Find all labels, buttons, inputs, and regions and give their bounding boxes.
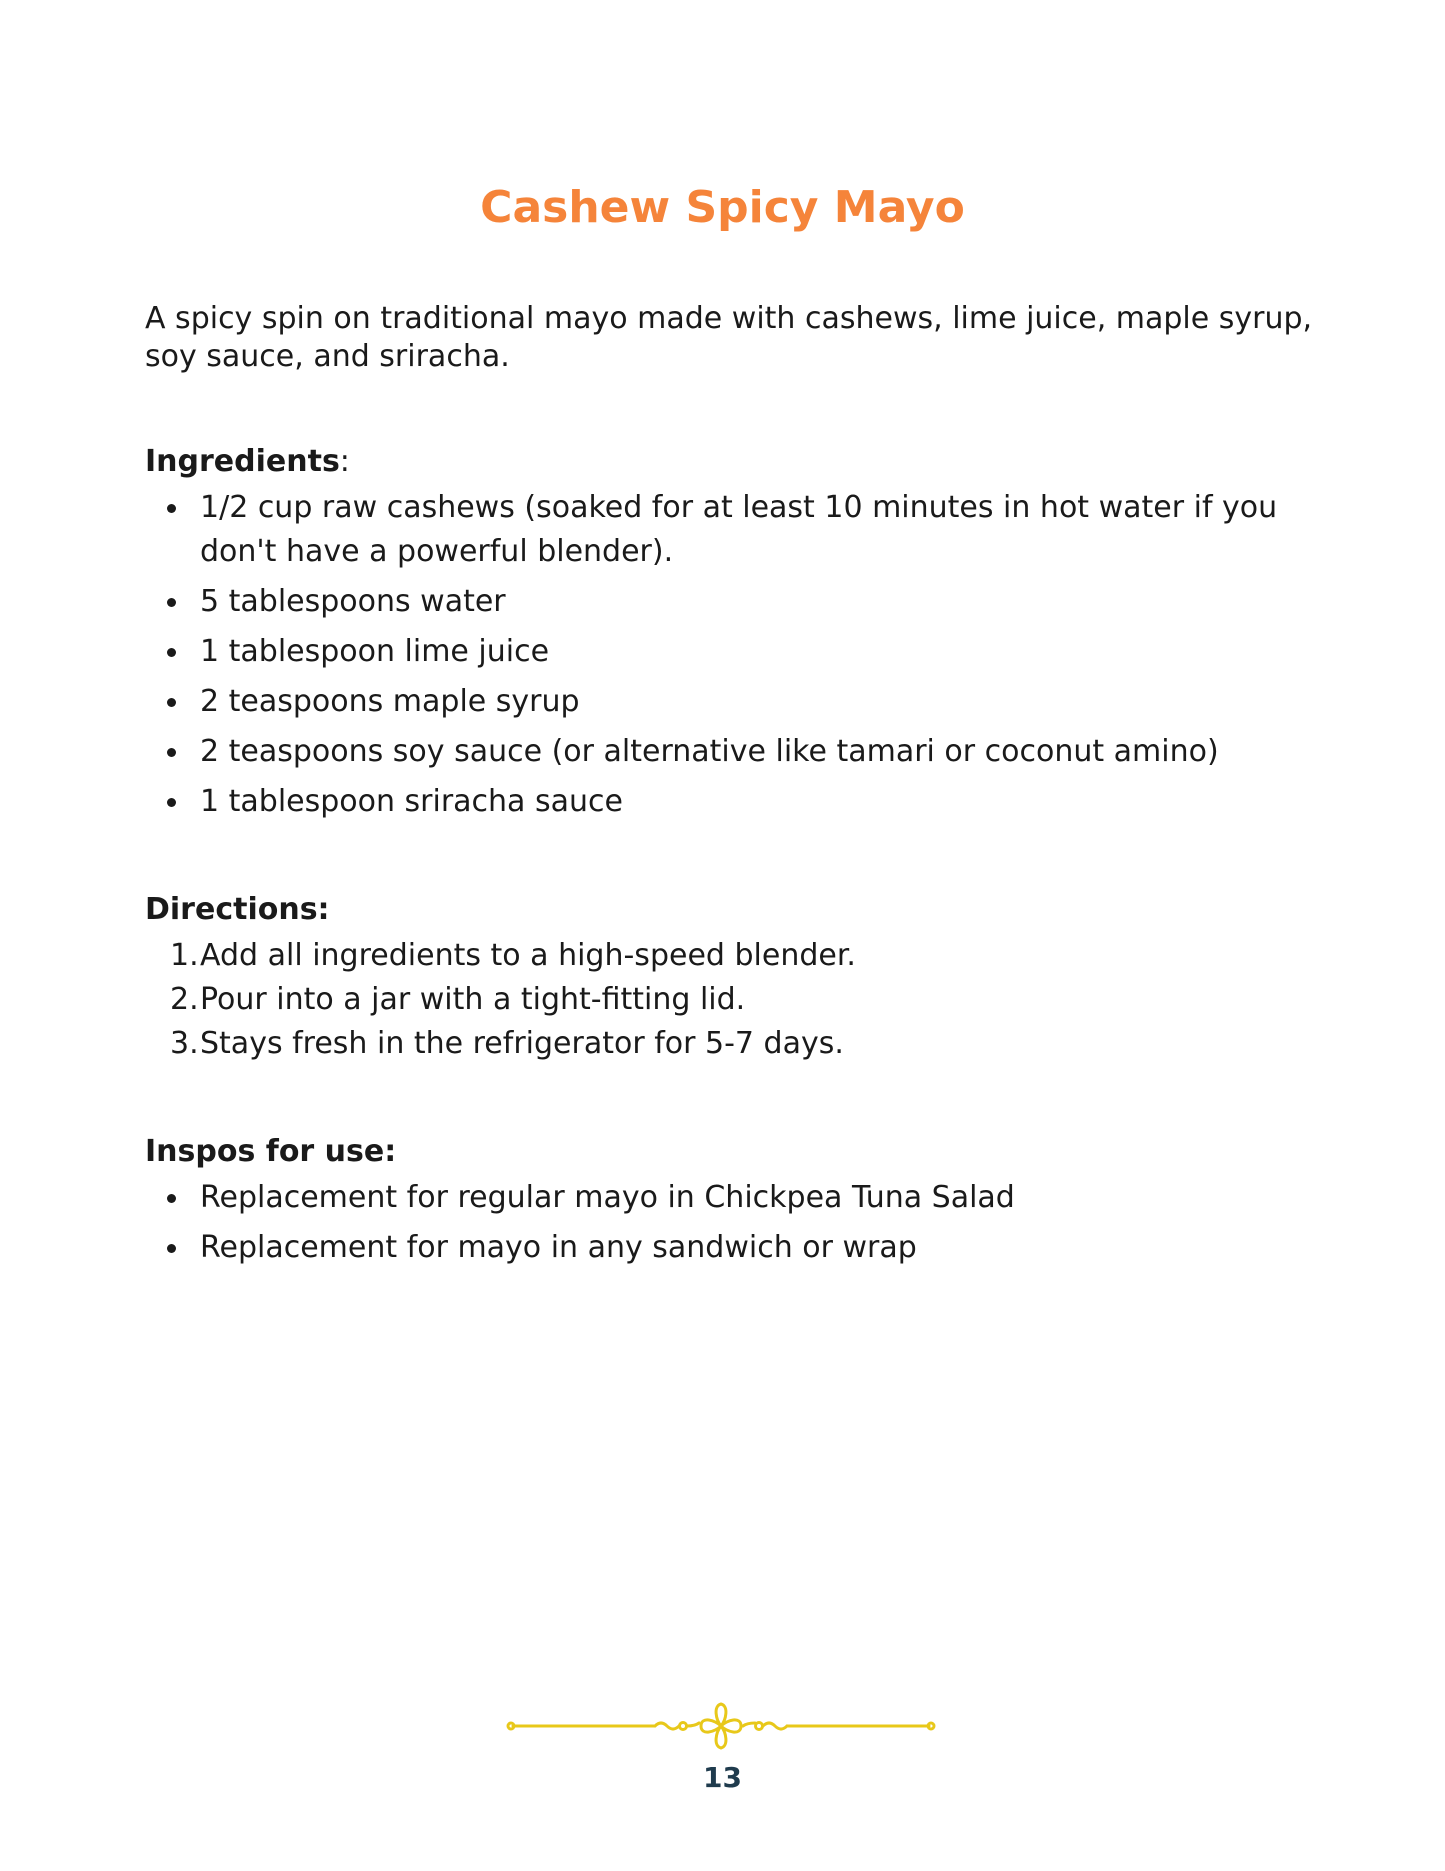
ingredient-text: 1 tablespoon lime juice (200, 634, 550, 669)
recipe-title: Cashew Spicy Mayo (480, 182, 965, 233)
ingredients-heading-colon: : (339, 444, 350, 479)
ingredient-text: 5 tablespoons water (200, 584, 506, 619)
bullet-icon (167, 698, 176, 707)
directions-heading-label: Directions: (145, 892, 330, 927)
step-text: Stays fresh in the refrigerator for 5-7 days. (200, 1026, 844, 1061)
recipe-intro: A spicy spin on traditional mayo made with cashews, lime juice, maple syrup, soy sauce, and sriracha. (145, 301, 1313, 374)
list-item (145, 978, 1325, 1022)
bullet-icon (167, 504, 176, 513)
inspos-list (145, 1176, 1325, 1270)
list-item (145, 1226, 1325, 1270)
step-text: Add all ingredients to a high-speed blender. (200, 938, 856, 973)
inspo-text: Replacement for mayo in any sandwich or wrap (200, 1230, 917, 1265)
ingredient-text: 1/2 cup raw cashews (soaked for at least 10 minutes in hot water if you don't have a powerful blender). (200, 490, 1278, 569)
step-number: 1. (170, 938, 199, 973)
list-item (145, 630, 1325, 674)
list-item (145, 780, 1325, 824)
bullet-icon (167, 748, 176, 757)
inspos-heading-label: Inspos for use: (145, 1134, 397, 1169)
inspo-text: Replacement for regular mayo in Chickpea Tuna Salad (200, 1180, 1015, 1215)
ingredients-heading-label: Ingredients (145, 444, 340, 479)
step-number: 2. (170, 982, 199, 1017)
step-number: 3. (170, 1026, 199, 1061)
ingredient-text: 1 tablespoon sriracha sauce (200, 784, 623, 819)
bullet-icon (167, 1244, 176, 1253)
list-item (145, 680, 1325, 724)
list-item (145, 730, 1325, 774)
list-item (145, 580, 1325, 624)
list-item (145, 486, 1325, 574)
directions-list (145, 934, 1325, 1066)
list-item (145, 934, 1325, 978)
ingredients-heading (145, 442, 1325, 482)
ingredient-text: 2 teaspoons soy sauce (or alternative like tamari or coconut amino) (200, 734, 1219, 769)
step-text: Pour into a jar with a tight-fitting lid. (200, 982, 746, 1017)
bullet-icon (167, 1194, 176, 1203)
ingredient-text: 2 teaspoons maple syrup (200, 684, 580, 719)
recipe-content (145, 300, 1325, 1276)
ingredients-list (145, 486, 1325, 824)
inspos-heading (145, 1132, 1325, 1172)
list-item (145, 1176, 1325, 1220)
bullet-icon (167, 598, 176, 607)
bullet-icon (167, 798, 176, 807)
list-item (145, 1022, 1325, 1066)
flourish-divider-icon (505, 1695, 937, 1757)
bullet-icon (167, 648, 176, 657)
directions-heading (145, 890, 1325, 930)
page-number: 13 (703, 1761, 742, 1794)
